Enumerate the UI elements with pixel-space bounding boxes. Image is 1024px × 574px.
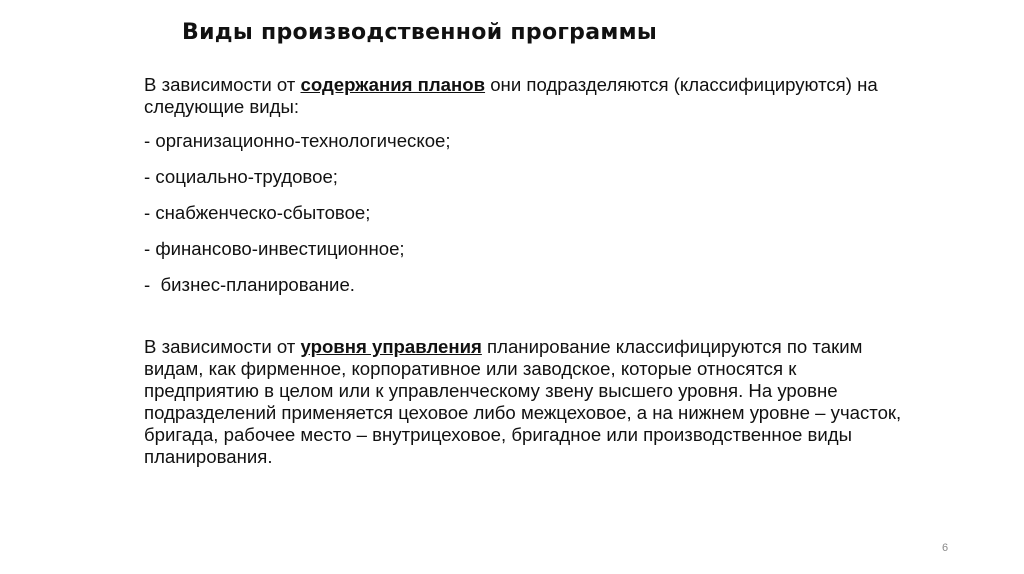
para2-emphasis: уровня управления	[300, 336, 482, 357]
list-item: - организационно-технологическое;	[144, 130, 451, 151]
page-number: 6	[942, 542, 949, 554]
list-item: - снабженческо-сбытовое;	[144, 202, 371, 223]
intro-paragraph	[144, 74, 904, 118]
para2-text-before: В зависимости от	[144, 336, 301, 357]
intro-emphasis: содержания планов	[300, 74, 486, 95]
para2-text-after: планирование классифицируются по таким видам, как фирменное, корпоративное или заводское, которые относятся к предприятию в целом или к управленческому звену высшего уровня. На уровне подразделений применяется цеховое либо межцеховое, а на нижнем уровне – участок, бригада, рабочее место – внутрицеховое, бригадное или производственное виды планирования.	[144, 336, 902, 467]
slide-title: Виды производственной программы	[182, 20, 658, 45]
list-item: - бизнес-планирование.	[144, 274, 355, 295]
intro-text-after: они подразделяются (классифицируются) на следующие виды:	[144, 74, 878, 117]
plan-types-list	[144, 130, 904, 296]
intro-text-before: В зависимости от	[144, 74, 301, 95]
management-level-paragraph	[144, 336, 904, 468]
list-item: - социально-трудовое;	[144, 166, 338, 187]
slide-content	[144, 74, 904, 468]
list-item: - финансово-инвестиционное;	[144, 238, 405, 259]
